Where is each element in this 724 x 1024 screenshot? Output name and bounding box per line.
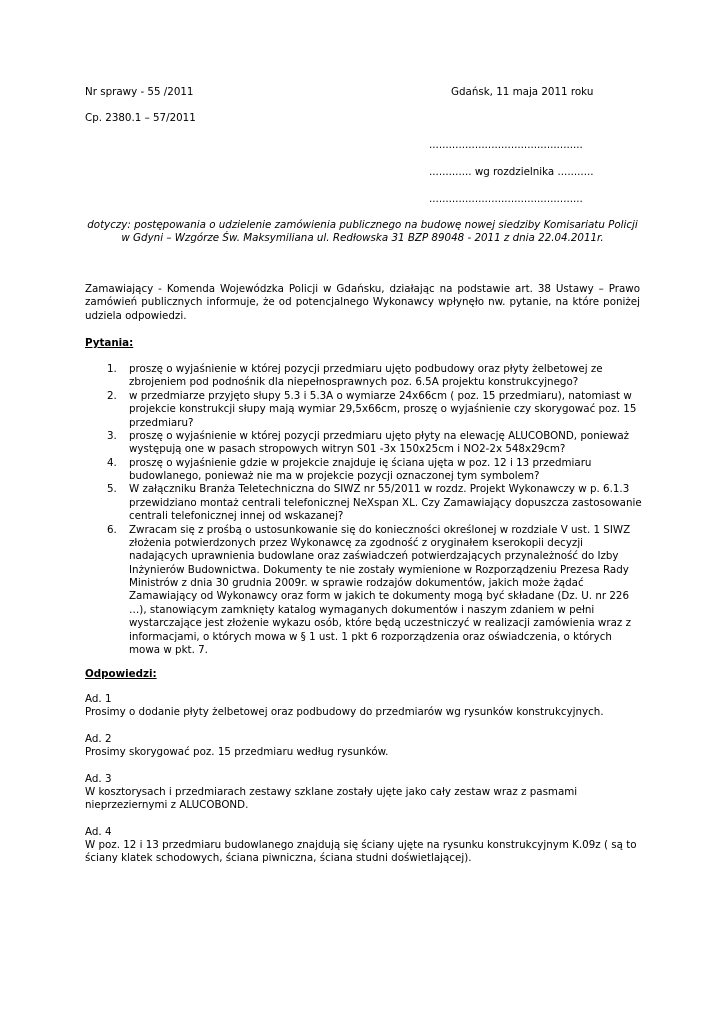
question-text: W załączniku Branża Teletechniczna do SIWZ nr 55/2011 w rozdz. Projekt Wykonawczy w p. 6.1.3 przewidziano montaż centrali telefonicznej NeXspan XL. Czy Zamawiający dopuszcza zastosowanie centrali telefonicznej innej od wskazanej? — [129, 483, 642, 523]
recipient-line-3: ............................................... — [429, 193, 583, 205]
answer-text: Prosimy o dodanie płyty żelbetowej oraz podbudowy do przedmiarów wg rysunków konstrukcyjnych. — [85, 706, 604, 719]
question-number: 4. — [107, 456, 117, 469]
answer-text: W poz. 12 i 13 przedmiaru budowlanego znajdują się ściany ujęte na rysunku konstrukcyjnym K.09z ( są to ściany klatek schodowych, ściana piwniczna, ściana studni doświetlającej). — [85, 839, 637, 865]
answer-label: Ad. 2 — [85, 732, 112, 745]
question-number: 2. — [107, 389, 117, 402]
question-text: w przedmiarze przyjęto słupy 5.3 i 5.3A o wymiarze 24x66cm ( poz. 15 przedmiaru), natomiast w projekcie konstrukcji słupy mają wymiar 29,5x66cm, proszę o wyjaśnienie czy skorygować poz. 15 przedmiaru? — [129, 389, 637, 429]
question-text: Zwracam się z prośbą o ustosunkowanie się do konieczności określonej w rozdziale V ust. 1 SIWZ złożenia potwierdzonych przez Wykonawcę za zgodność z oryginałem kserokopii decyzji nadających uprawnienia budowlane oraz zaświadczeń potwierdzających przynależność do Izby Inżynierów Budownictwa. Dokumenty te nie zostały wymienione w Rozporządzeniu Prezesa Rady Ministrów z dnia 30 grudnia 2009r. w sprawie rodzajów dokumentów, jakich może żądać Zamawiający od Wykonawcy oraz form w jakich te dokumenty mogą być składane (Dz. U. nr 226 …), stanowiącym zamknięty katalog wymaganych dokumentów i naszym zdaniem w pełni wystarczające jest złożenie wykazu osób, które będą uczestniczyć w realizacji zamówienia wraz z informacjami, o których mowa w § 1 ust. 1 pkt 6 rozporządzenia oraz oświadczenia, o których mowa w pkt. 7. — [129, 523, 631, 656]
place-and-date: Gdańsk, 11 maja 2011 roku — [451, 86, 594, 98]
answer-item — [85, 733, 650, 760]
question-item — [85, 457, 645, 484]
answers-heading: Odpowiedzi: — [85, 668, 157, 680]
answer-label: Ad. 1 — [85, 693, 112, 705]
answer-text: Prosimy skorygować poz. 15 przedmiaru według rysunków. — [85, 746, 389, 759]
recipient-line-1: ............................................... — [429, 139, 583, 151]
question-number: 5. — [107, 483, 117, 496]
question-text: proszę o wyjaśnienie gdzie w projekcie znajduje ię ściana ujęta w poz. 12 i 13 przedmiaru budowlanego, ponieważ nie ma w projekcie pozycji oznaczonej tym symbolem? — [129, 456, 592, 482]
question-item — [85, 430, 645, 457]
intro-paragraph: Zamawiający - Komenda Wojewódzka Policji w Gdańsku, działając na podstawie art. 38 Ustawy – Prawo zamówień publicznych informuje, że od potencjalnego Wykonawcy wpłynęło nw. pytanie, na które poniżej udziela odpowiedzi. — [85, 283, 640, 322]
answer-label: Ad. 3 — [85, 772, 112, 785]
question-item — [85, 524, 645, 658]
question-item — [85, 363, 645, 390]
question-number: 6. — [107, 523, 117, 536]
question-text: proszę o wyjaśnienie w której pozycji przedmiaru ujęto płyty na elewację ALUCOBOND, ponieważ występują one w pasach stropowych witryn S01 -3x 150x25cm i NO2-2x 548x29cm? — [129, 429, 630, 456]
answer-item — [85, 773, 650, 813]
question-number: 1. — [107, 363, 117, 375]
question-item — [85, 483, 645, 523]
questions-list — [85, 363, 645, 657]
answer-text: W kosztorysach i przedmiarach zestawy szklane zostały ujęte jako cały zestaw wraz z pasmami nieprzeziernymi z ALUCOBOND. — [85, 785, 578, 812]
answer-label: Ad. 4 — [85, 825, 112, 838]
questions-heading: Pytania: — [85, 337, 134, 349]
answers-list — [85, 693, 650, 879]
subject-line: dotyczy: postępowania o udzielenie zamówienia publicznego na budowę nowej siedziby Komisariatu Policji w Gdyni – Wzgórze Św. Maksymiliana ul. Redłowska 31 BZP 89048 - 2011 z dnia 22.04.2011r. — [87, 219, 638, 245]
answer-item — [85, 826, 650, 866]
question-number: 3. — [107, 429, 117, 442]
case-number: Nr sprawy - 55 /2011 — [85, 86, 194, 98]
question-item — [85, 390, 645, 430]
recipient-distribution: ............. wg rozdzielnika ........... — [429, 166, 594, 178]
answer-item — [85, 693, 650, 720]
cp-number: Cp. 2380.1 – 57/2011 — [85, 112, 196, 124]
question-text: proszę o wyjaśnienie w której pozycji przedmiaru ujęto podbudowy oraz płyty żelbetowej ze zbrojeniem pod podnośnik dla niepełnosprawnych poz. 6.5A projektu konstrukcyjnego? — [129, 363, 603, 389]
